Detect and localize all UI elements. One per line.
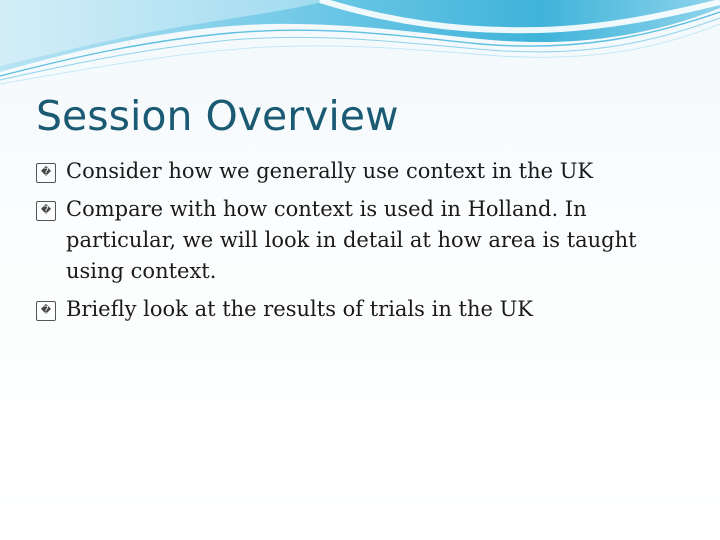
bullet-item-3 <box>36 294 686 325</box>
bullet-text-2: Compare with how context is used in Holland. In particular, we will look in detail at how area is taught using context. <box>66 197 637 283</box>
bullet-item-2 <box>36 194 686 287</box>
header-wave-decoration <box>0 0 720 90</box>
bullet-marker-icon: � <box>36 301 56 321</box>
bullet-text-1: Consider how we generally use context in the UK <box>66 159 594 183</box>
bullet-marker-icon: � <box>36 201 56 221</box>
bullet-list <box>36 156 686 332</box>
bullet-item-1 <box>36 156 686 187</box>
slide-title: Session Overview <box>36 92 399 140</box>
bullet-marker-icon: � <box>36 163 56 183</box>
bullet-text-3: Briefly look at the results of trials in the UK <box>66 297 533 321</box>
